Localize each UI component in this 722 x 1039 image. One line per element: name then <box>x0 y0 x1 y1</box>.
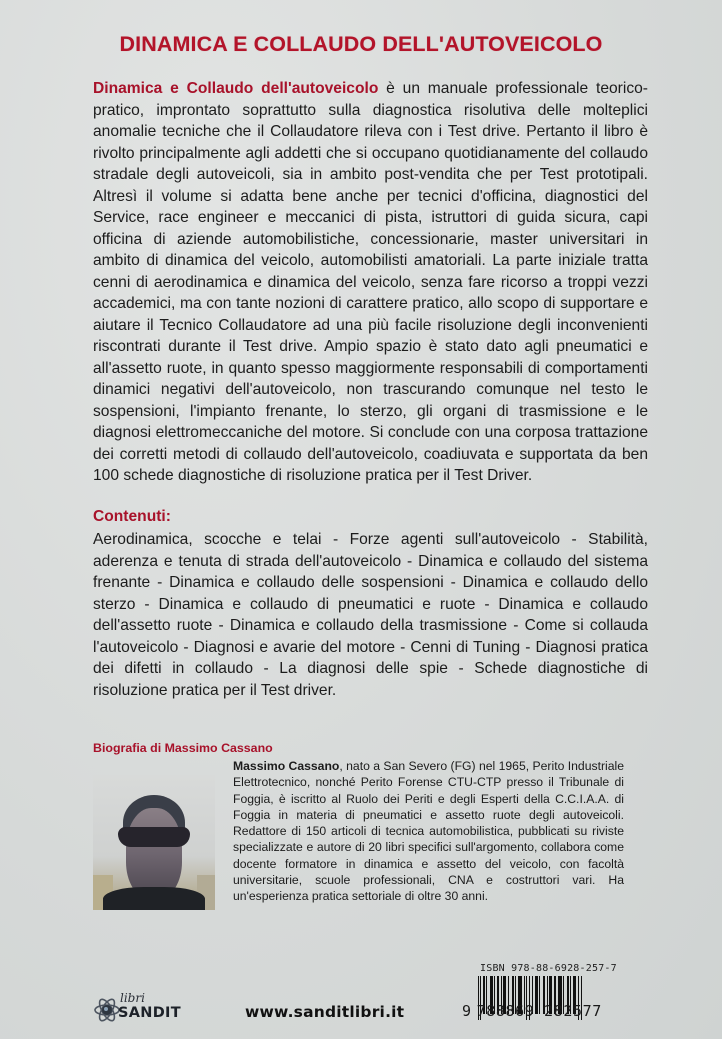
barcode-digits: 788869 282577 <box>476 1002 602 1020</box>
intro-text: è un manuale professionale teorico-pratico, improntato soprattutto sulla diagnostica risolutiva delle molteplici anomalie tecniche che il Collaudatore rileva con i Test drive. Pertanto il libro è rivolto principalmente agli addetti che si occupano quotidianamente del collaudo stradale degli autoveicoli, sia in ambito post-vendita che per Test prototipali. Altresì il volume si adatta bene anche per tecnici d'officina, diagnostici del Service, race engineer e meccanici di pista, istruttori di guida sicura, capi officina di aziende automobilistiche, concessionarie, master universitari in ambito di dinamica del veicolo, automobilisti amatoriali. La parte iniziale tratta cenni di aerodinamica e dinamica del veicolo, senza fare ricorso a troppi vezzi accademici, ma con tante nozioni di carattere pratico, allo scopo di supportare e aiutare il Tecnico Collaudatore ad una più facile risoluzione degli inconvenienti riscontrati durante il Test drive. Ampio spazio è stato dato agli pneumatici e all'assetto ruote, in quanto spesso maggiormente responsabili di comportamenti dinamici negativi dell'autoveicolo, non trascurando comunque nel testo le sospensioni, l'impianto frenante, lo sterzo, gli organi di trasmissione e le diagnosi elettromeccaniche del motore. Si conclude con una corposa trattazione dei corretti metodi di collaudo dell'autoveicolo, coadiuvata e supportata da ben 100 schede diagnostiche di risoluzione pratica per il Test Driver. <box>93 80 648 484</box>
photo-shoulders <box>103 887 205 910</box>
intro-lead: Dinamica e Collaudo dell'autoveicolo <box>93 80 379 97</box>
isbn-label: ISBN 978-88-6928-257-7 <box>480 963 617 974</box>
bio-paragraph <box>233 758 624 905</box>
atom-logo-icon <box>93 997 121 1023</box>
logo-libri-text: libri <box>120 991 145 1005</box>
logo-sandit-text: SANDIT <box>118 1005 181 1021</box>
publisher-logo <box>93 993 193 1027</box>
barcode-number <box>462 1002 622 1020</box>
contents-heading: Contenuti: <box>93 508 171 525</box>
photo-face <box>126 808 182 898</box>
author-photo <box>93 775 215 910</box>
book-title: DINAMICA E COLLAUDO DELL'AUTOVEICOLO <box>119 32 603 56</box>
intro-paragraph <box>93 78 648 487</box>
barcode-first-digit: 9 <box>462 1002 472 1020</box>
bio-heading: Biografia di Massimo Cassano <box>93 741 273 755</box>
publisher-website: www.sanditlibri.it <box>245 1003 405 1021</box>
sunglasses <box>118 827 190 847</box>
contents-text: Aerodinamica, scocche e telai - Forze agenti sull'autoveicolo - Stabilità, aderenza e tenuta di strada dell'autoveicolo - Dinamica e collaudo del sistema frenante - Dinamica e collaudo delle sospensioni - Dinamica e collaudo dello sterzo - Dinamica e collaudo di pneumatici e ruote - Dinamica e collaudo dell'assetto ruote - Dinamica e collaudo della trasmissione - Come si collauda l'autoveicolo - Diagnosi e avarie del motore - Cenni di Tuning - Diagnosi pratica dei difetti in collaudo - La diagnosi delle spie - Schede diagnostiche di risoluzione pratica per il Test driver. <box>93 531 648 699</box>
author-name: Massimo Cassano <box>233 759 340 773</box>
bio-text: , nato a San Severo (FG) nel 1965, Perito Industriale Elettrotecnico, nonché Perito Forense CTU-CTP presso il Tribunale di Foggia, è iscritto al Ruolo dei Periti e degli Esperti della C.C.I.A.A. di Foggia in materia di pneumatici e assetto ruote degli autoveicoli. Redattore di 150 articoli di tecnica automobilistica, pubblicati su riviste specializzate e autore di 20 libri specifici sull'argomento, collabora come docente formatore in dinamica e assetto del veicolo, con facoltà universitarie, scuole professionali, CNA e costruttori vari. Ha un'esperienza pratica settoriale di oltre 30 anni. <box>233 759 624 904</box>
